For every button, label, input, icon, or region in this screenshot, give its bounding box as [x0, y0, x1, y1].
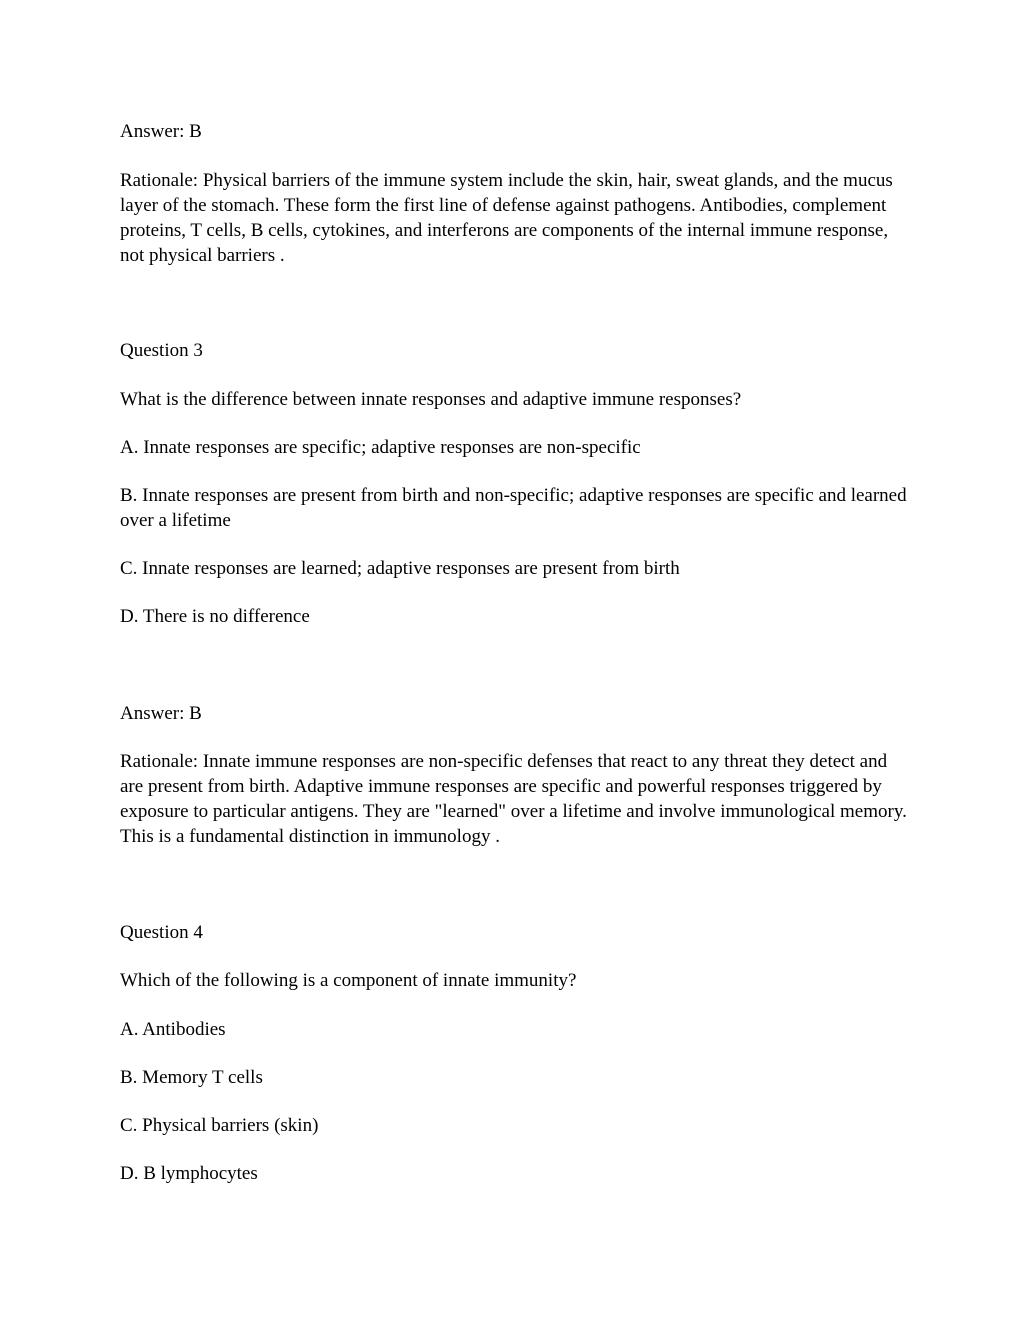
question-3-text: What is the difference between innate responses and adaptive immune responses?: [120, 389, 742, 410]
question-4-option-d: D. B lymphocytes: [120, 1163, 258, 1184]
question-4-option-a: A. Antibodies: [120, 1019, 226, 1040]
answer-3: Answer: B: [120, 703, 202, 724]
question-4-heading: Question 4: [120, 922, 203, 943]
question-4-option-b: B. Memory T cells: [120, 1067, 263, 1088]
question-3-option-a: A. Innate responses are specific; adaptive responses are non-specific: [120, 437, 641, 458]
question-4-option-c: C. Physical barriers (skin): [120, 1115, 319, 1136]
rationale-2: Rationale: Physical barriers of the immune system include the skin, hair, sweat glands, and the mucus layer of the stomach. These form the first line of defense against pathogens. Antibodies, complement proteins, T cells, B cells, cytokines, and interferons are components of the internal immune response, not physical barriers .: [120, 170, 893, 266]
question-3-option-b: B. Innate responses are present from birth and non-specific; adaptive responses are specific and learned over a lifetime: [120, 485, 907, 531]
rationale-3: Rationale: Innate immune responses are non-specific defenses that react to any threat they detect and are present from birth. Adaptive immune responses are specific and powerful responses triggered by exposure to particular antigens. They are "learned" over a lifetime and involve immunological memory. This is a fundamental distinction in immunology .: [120, 751, 907, 847]
answer-2: Answer: B: [120, 121, 202, 142]
question-4-text: Which of the following is a component of innate immunity?: [120, 970, 577, 991]
question-3-heading: Question 3: [120, 340, 203, 361]
question-3-option-c: C. Innate responses are learned; adaptive responses are present from birth: [120, 558, 680, 579]
question-3-option-d: D. There is no difference: [120, 606, 310, 627]
